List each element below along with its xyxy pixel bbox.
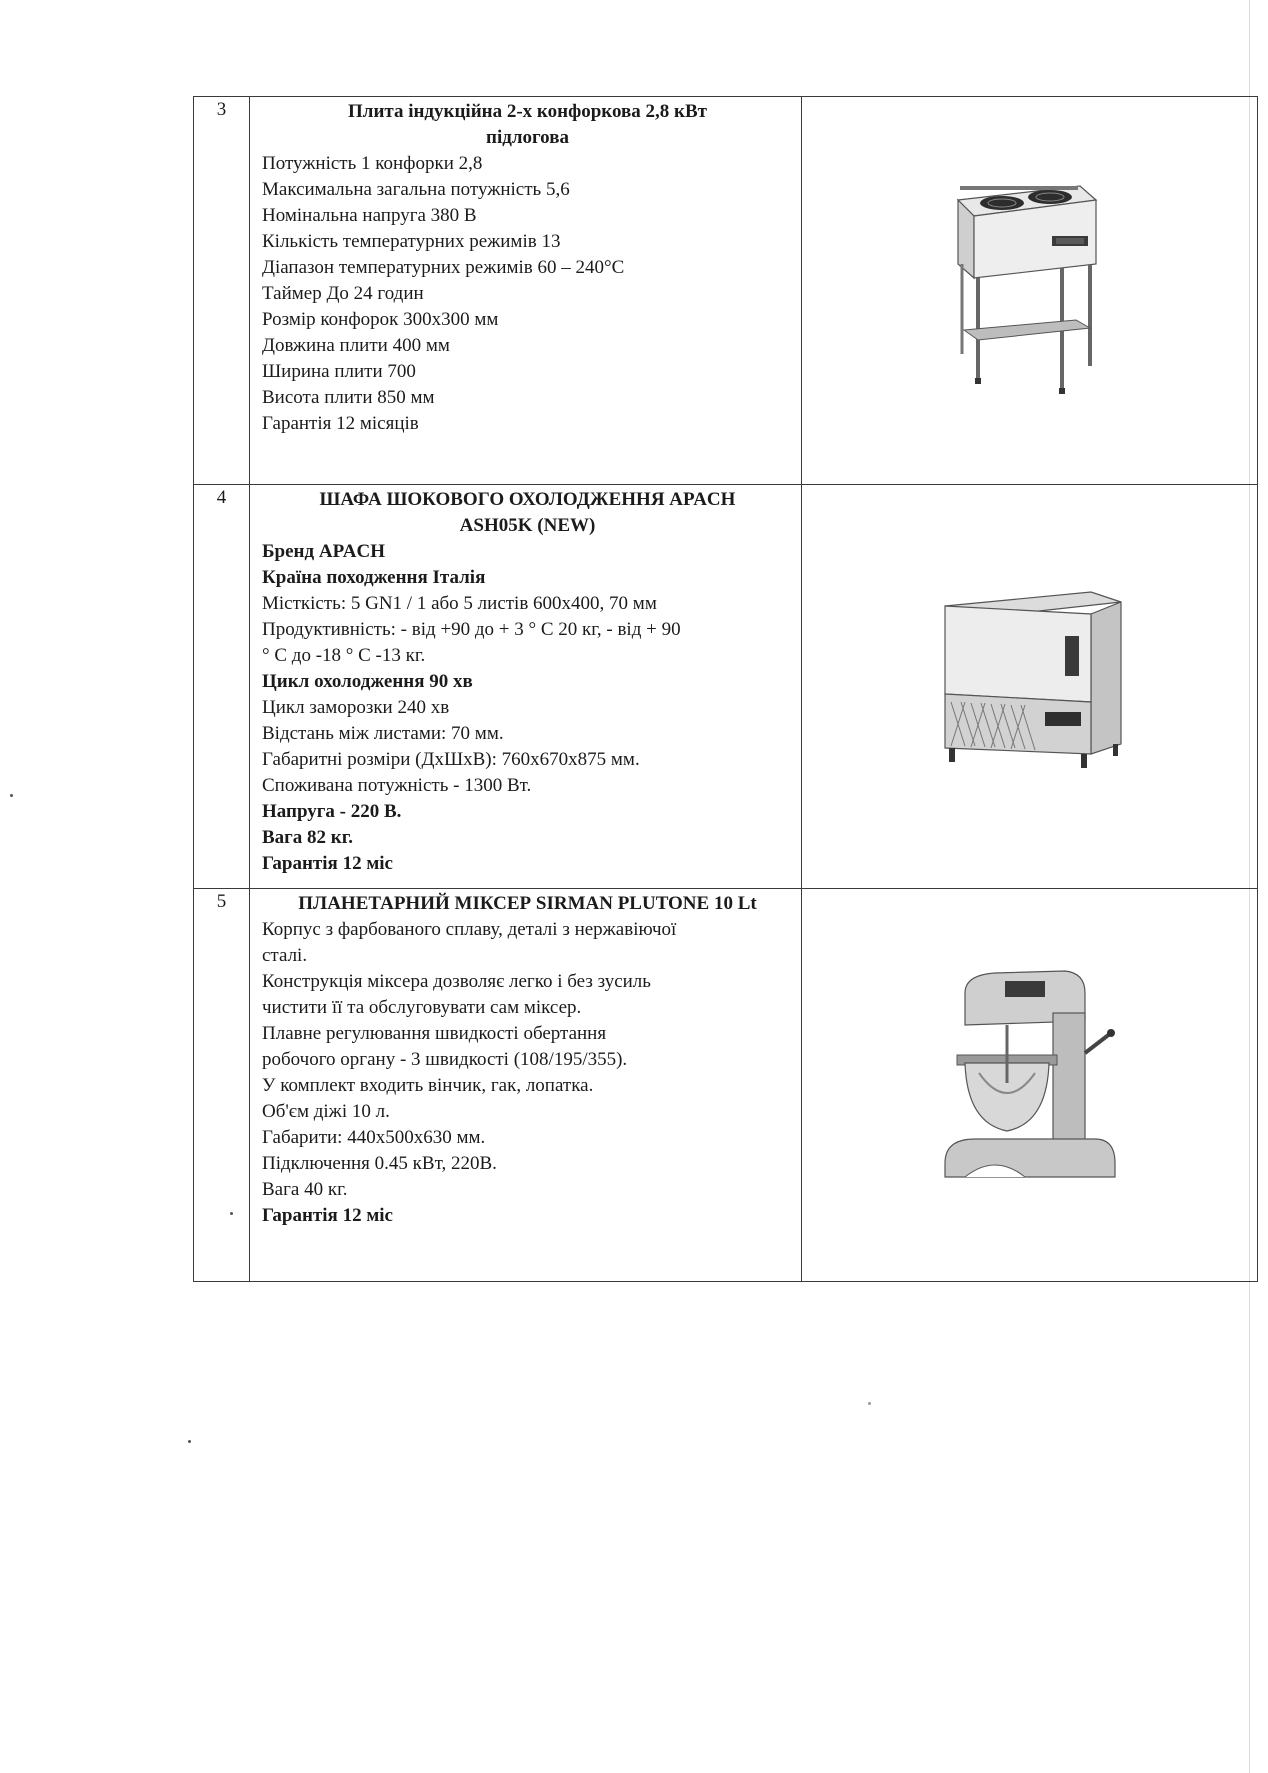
item-description <box>250 889 802 1282</box>
spec-line: Вага 82 кг. <box>262 827 353 848</box>
spec-line: Гарантія 12 міс <box>262 853 393 874</box>
item-image-cell <box>802 485 1258 889</box>
item-image-cell <box>802 889 1258 1282</box>
scan-speck <box>188 1440 191 1443</box>
spec-line: Габаритні розміри (ДхШхВ): 760х670х875 мм. <box>262 749 640 770</box>
row-number: 3 <box>194 97 250 485</box>
table-row <box>194 485 1258 889</box>
spec-line: Споживана потужність - 1300 Вт. <box>262 775 532 796</box>
spec-line: Гарантія 12 міс <box>262 1205 393 1226</box>
scan-speck <box>868 1402 871 1405</box>
spec-line: Країна походження Італія <box>262 567 486 588</box>
row-number: 4 <box>194 485 250 889</box>
spec-line: Габарити: 440х500х630 мм. <box>262 1127 486 1148</box>
spec-line: Корпус з фарбованого сплаву, деталі з нержавіючої <box>262 919 677 940</box>
scan-speck <box>10 794 13 797</box>
table-row <box>194 889 1258 1282</box>
spec-line: Довжина плити 400 мм <box>262 335 450 356</box>
spec-list <box>262 151 793 437</box>
spec-line: Ширина плити 700 <box>262 361 416 382</box>
spec-line: сталі. <box>262 945 308 966</box>
spec-line: Кількість температурних режимів 13 <box>262 231 561 252</box>
spec-line: Продуктивність: - від +90 до + 3 ° С 20 кг, - від + 90 <box>262 619 681 640</box>
spec-line: Розмір конфорок 300х300 мм <box>262 309 499 330</box>
spec-line: Діапазон температурних режимів 60 – 240°С <box>262 257 625 278</box>
item-title: Плита індукційна 2-х конфоркова 2,8 кВт підлогова <box>348 101 707 148</box>
spec-line: Напруга - 220 В. <box>262 801 402 822</box>
spec-line: Максимальна загальна потужність 5,6 <box>262 179 570 200</box>
induction-cooker-icon <box>930 178 1130 398</box>
spec-line: Відстань між листами: 70 мм. <box>262 723 504 744</box>
spec-line: Цикл заморозки 240 хв <box>262 697 450 718</box>
scan-speck <box>230 1212 233 1215</box>
row-number: 5 <box>194 889 250 1282</box>
item-image-cell <box>802 97 1258 485</box>
table-row <box>194 97 1258 485</box>
equipment-spec-table <box>193 96 1258 1282</box>
spec-line: Таймер До 24 годин <box>262 283 424 304</box>
spec-line: Об'єм діжі 10 л. <box>262 1101 390 1122</box>
spec-list <box>262 539 793 877</box>
item-title: ШАФА ШОКОВОГО ОХОЛОДЖЕННЯ APACH ASH05K (NEW) <box>319 489 736 536</box>
spec-line: Цикл охолодження 90 хв <box>262 671 473 692</box>
spec-line: У комплект входить вінчик, гак, лопатка. <box>262 1075 594 1096</box>
spec-line: Місткість: 5 GN1 / 1 або 5 листів 600х400, 70 мм <box>262 593 657 614</box>
spec-line: чистити її та обслуговувати сам міксер. <box>262 997 582 1018</box>
spec-list <box>262 917 793 1229</box>
blast-chiller-icon <box>915 584 1145 784</box>
planetary-mixer-icon <box>935 963 1125 1203</box>
spec-line: Підключення 0.45 кВт, 220В. <box>262 1153 497 1174</box>
spec-line: Номінальна напруга 380 В <box>262 205 477 226</box>
spec-line: Бренд APACH <box>262 541 386 562</box>
item-description <box>250 485 802 889</box>
spec-line: робочого органу - 3 швидкості (108/195/355). <box>262 1049 628 1070</box>
spec-line: Вага 40 кг. <box>262 1179 348 1200</box>
spec-line: ° С до -18 ° С -13 кг. <box>262 645 426 666</box>
spec-line: Плавне регулювання швидкості обертання <box>262 1023 607 1044</box>
spec-line: Гарантія 12 місяців <box>262 413 419 434</box>
spec-line: Конструкція міксера дозволяє легко і без зусиль <box>262 971 651 992</box>
item-title: ПЛАНЕТАРНИЙ МІКСЕР SIRMAN PLUTONE 10 Lt <box>298 893 757 914</box>
item-description <box>250 97 802 485</box>
spec-line: Висота плити 850 мм <box>262 387 435 408</box>
spec-line: Потужність 1 конфорки 2,8 <box>262 153 483 174</box>
